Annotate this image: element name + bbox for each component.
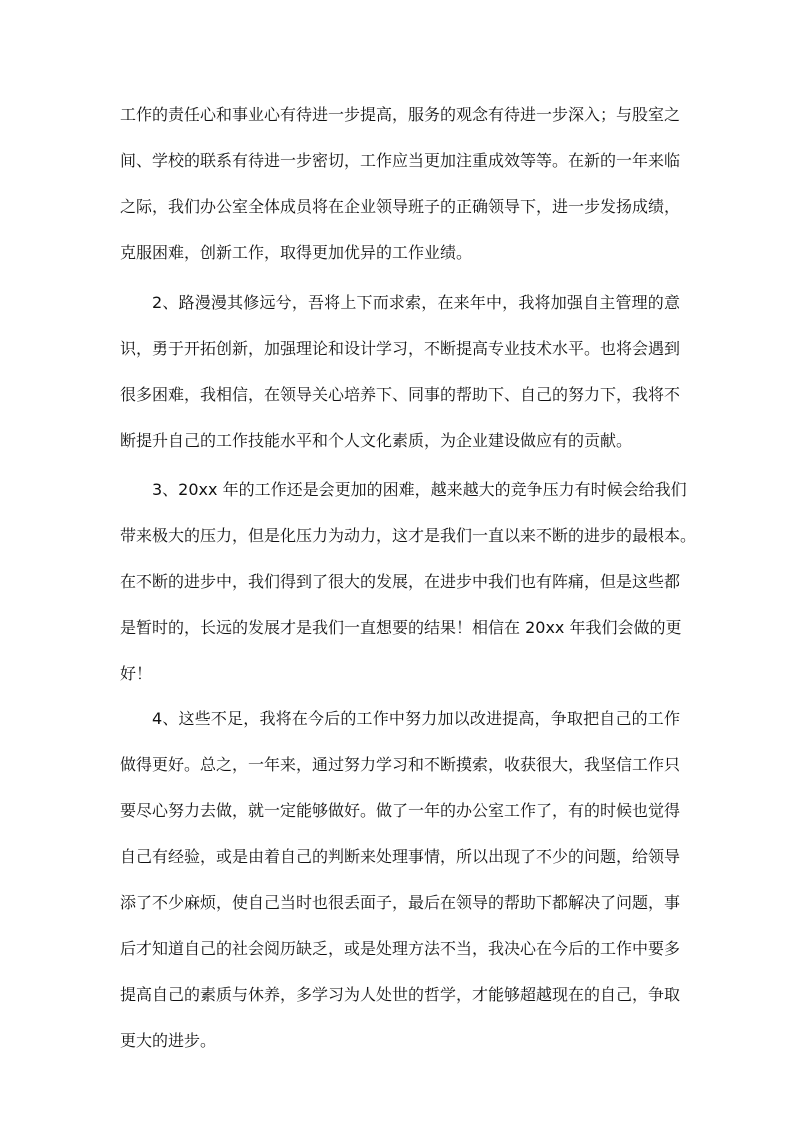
paragraph-line: 3、20xx 年的工作还是会更加的困难，越来越大的竞争压力有时候会给我们 [152,480,687,499]
paragraph-line: 添了不少麻烦，使自己当时也很丢面子，最后在领导的帮助下都解决了问题，事 [120,893,681,912]
paragraph-line: 4、这些不足，我将在今后的工作中努力加以改进提高，争取把自己的工作 [152,709,680,728]
paragraph-line: 之际，我们办公室全体成员将在企业领导班子的正确领导下，进一步发扬成绩， [120,197,681,216]
paragraph-line: 后才知道自己的社会阅历缺乏，或是处理方法不当，我决心在今后的工作中要多 [120,939,681,958]
paragraph-line: 带来极大的压力，但是化压力为动力，这才是我们一直以来不断的进步的最根本。 [120,526,697,545]
paragraph-line: 2、路漫漫其修远兮，吾将上下而求索，在来年中，我将加强自主管理的意 [152,293,680,312]
paragraph-line: 提高自己的素质与休养，多学习为人处世的哲学，才能够超越现在的自己，争取 [120,985,681,1004]
paragraph-line: 在不断的进步中，我们得到了很大的发展，在进步中我们也有阵痛，但是这些都 [120,572,681,591]
paragraph-line: 断提升自己的工作技能水平和个人文化素质，为企业建设做应有的贡献。 [120,431,633,450]
paragraph-line: 好！ [120,664,153,683]
paragraph-line: 工作的责任心和事业心有待进一步提高，服务的观念有待进一步深入；与股室之 [120,105,681,124]
paragraph-line: 自己有经验，或是由着自己的判断来处理事情，所以出现了不少的问题，给领导 [120,847,681,866]
paragraph-line: 做得更好。总之，一年来，通过努力学习和不断摸索，收获很大，我坚信工作只 [120,755,681,774]
paragraph-line: 间、学校的联系有待进一步密切，工作应当更加注重成效等等。在新的一年来临 [120,151,681,170]
paragraph-line: 克服困难，创新工作，取得更加优异的工作业绩。 [120,243,473,262]
paragraph-line: 很多困难，我相信，在领导关心培养下、同事的帮助下、自己的努力下，我将不 [120,385,681,404]
paragraph-line: 更大的进步。 [120,1031,217,1050]
paragraph-line: 要尽心努力去做，就一定能够做好。做了一年的办公室工作了，有的时候也觉得 [120,801,681,820]
paragraph-line: 是暂时的，长远的发展才是我们一直想要的结果！相信在 20xx 年我们会做的更 [120,618,682,637]
paragraph-line: 识，勇于开拓创新，加强理论和设计学习，不断提高专业技术水平。也将会遇到 [120,339,681,358]
